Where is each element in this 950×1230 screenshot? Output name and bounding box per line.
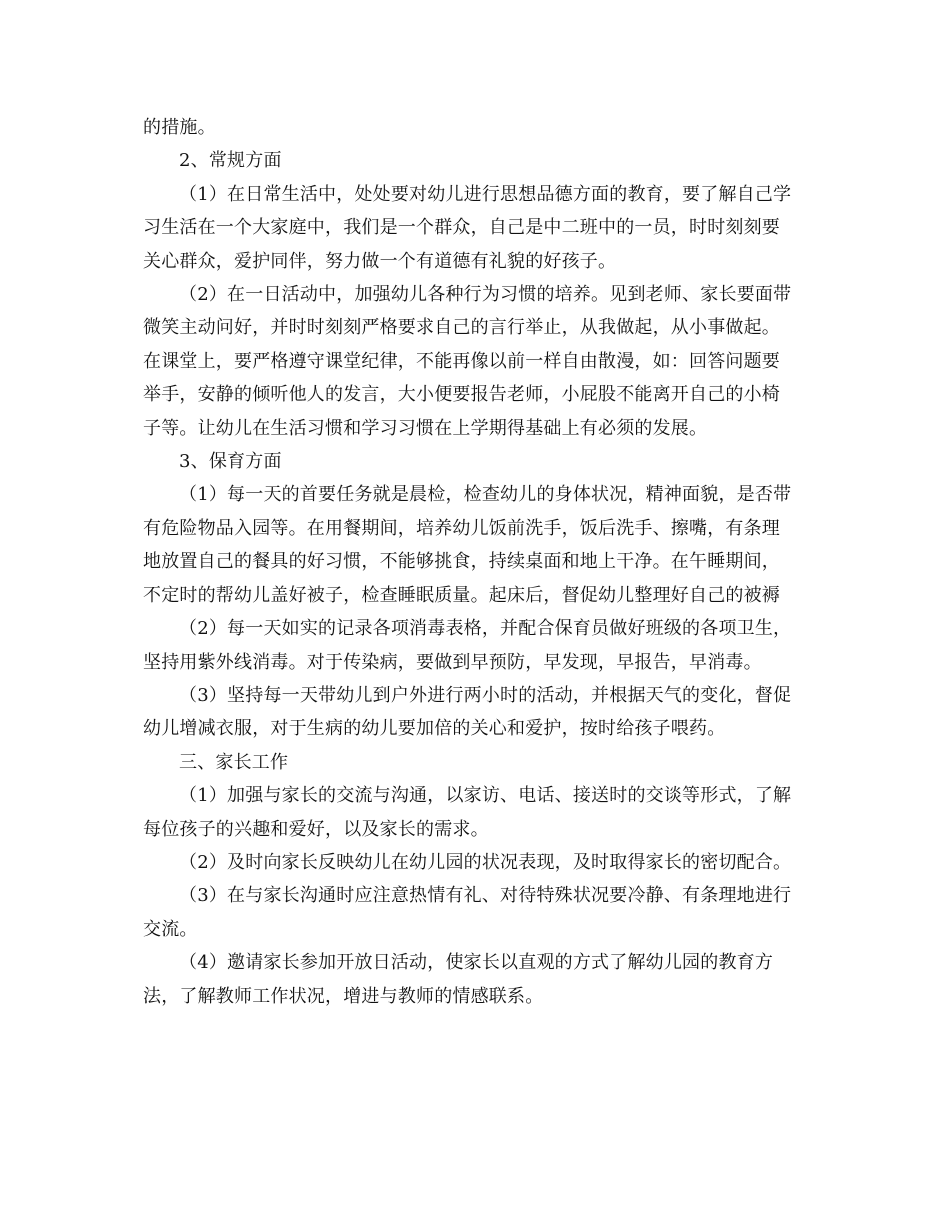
text-line: 关心群众，爱护同伴，努力做一个有道德有礼貌的好孩子。 <box>143 250 617 272</box>
text-line: 不定时的帮幼儿盖好被子，检查睡眠质量。起床后，督促幼儿整理好自己的被褥 <box>143 584 780 606</box>
text-line: 交流。 <box>143 918 198 940</box>
text-line: 举手，安静的倾听他人的发言，大小便要报告老师，小屁股不能离开自己的小椅 <box>143 384 780 406</box>
section-heading-parents: 三、家长工作 <box>179 751 289 773</box>
section-heading-routine: 2、常规方面 <box>179 150 282 172</box>
text-line: （1）每一天的首要任务就是晨检，检查幼儿的身体状况，精神面貌，是否带 <box>179 484 792 506</box>
text-line: （3）坚持每一天带幼儿到户外进行两小时的活动，并根据天气的变化，督促 <box>179 684 792 706</box>
text-line: （4）邀请家长参加开放日活动，使家长以直观的方式了解幼儿园的教育方 <box>179 952 774 974</box>
text-line: 地放置自己的餐具的好习惯，不能够挑食，持续桌面和地上干净。在午睡期间， <box>143 551 780 573</box>
text-line: （2）及时向家长反映幼儿在幼儿园的状况表现，及时取得家长的密切配合。 <box>179 851 792 873</box>
text-line: （2）在一日活动中，加强幼儿各种行为习惯的培养。见到老师、家长要面带 <box>179 284 792 306</box>
text-line: 的措施。 <box>143 117 216 138</box>
text-line: 子等。让幼儿在生活习惯和学习习惯在上学期得基础上有必须的发展。 <box>143 417 708 439</box>
text-line: 法，了解教师工作状况，增进与教师的情感联系。 <box>143 985 544 1007</box>
text-line: 坚持用紫外线消毒。对于传染病，要做到早预防，早发现，早报告，早消毒。 <box>143 651 762 673</box>
text-line: 微笑主动问好，并时时刻刻严格要求自己的言行举止，从我做起，从小事做起。 <box>143 317 780 339</box>
text-line: 幼儿增减衣服，对于生病的幼儿要加倍的关心和爱护，按时给孩子喂药。 <box>143 718 726 740</box>
text-line: 每位孩子的兴趣和爱好，以及家长的需求。 <box>143 818 489 840</box>
text-line: 习生活在一个大家庭中，我们是一个群众，自己是中二班中的一员，时时刻刻要 <box>143 217 780 239</box>
text-line: （2）每一天如实的记录各项消毒表格，并配合保育员做好班级的各项卫生， <box>179 618 792 640</box>
text-line: （1）加强与家长的交流与沟通，以家访、电话、接送时的交谈等形式，了解 <box>179 785 792 807</box>
section-heading-care: 3、保育方面 <box>179 451 282 473</box>
text-line: （1）在日常生活中，处处要对幼儿进行思想品德方面的教育，要了解自己学 <box>179 183 792 205</box>
text-line: 有危险物品入园等。在用餐期间，培养幼儿饭前洗手，饭后洗手、擦嘴，有条理 <box>143 517 780 539</box>
text-line: （3）在与家长沟通时应注意热情有礼、对待特殊状况要冷静、有条理地进行 <box>179 885 792 907</box>
text-line: 在课堂上，要严格遵守课堂纪律，不能再像以前一样自由散漫，如：回答问题要 <box>143 350 780 372</box>
